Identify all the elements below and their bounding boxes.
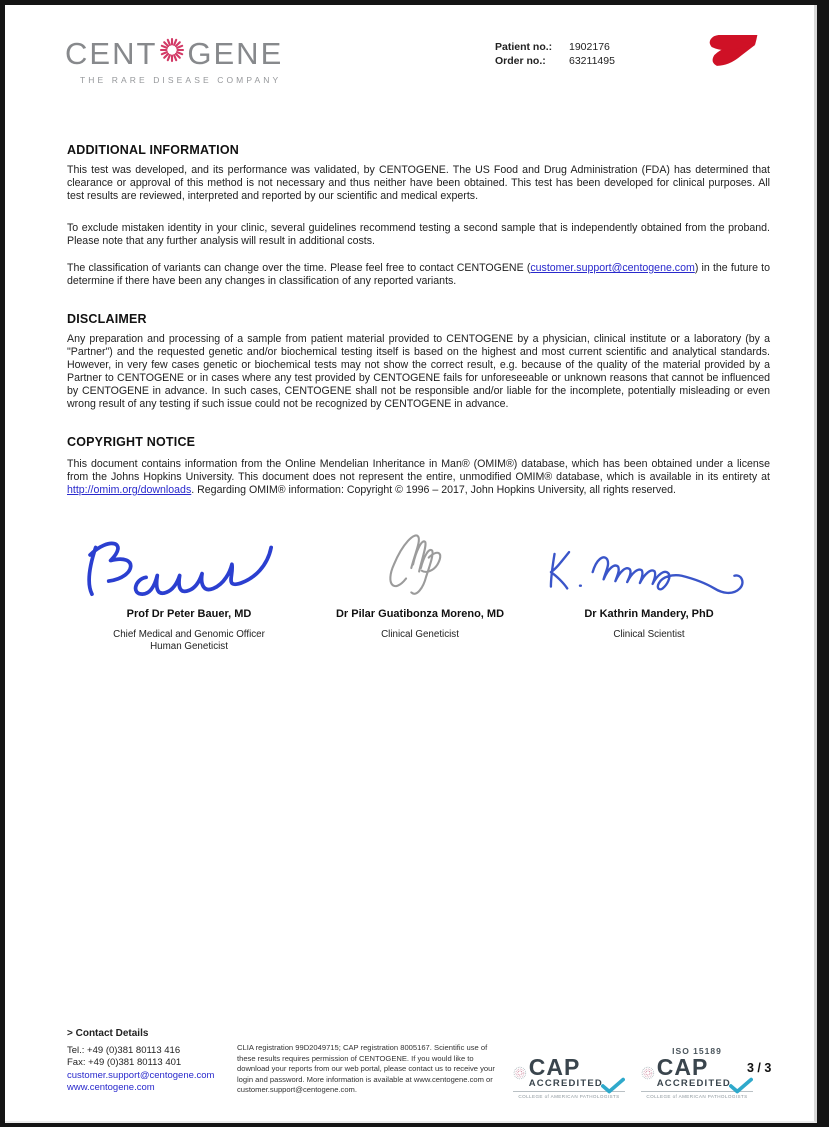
order-no-label: Order no.: [495, 55, 546, 67]
signature-image-mandery [537, 528, 761, 602]
copyright-notice-heading: COPYRIGHT NOTICE [67, 435, 196, 449]
cap-accredited-logo-2 [641, 1046, 753, 1099]
contact-email-link[interactable]: customer.support@centogene.com [67, 1069, 215, 1081]
signature-image-guatibonza [308, 528, 532, 602]
clia-registration-text: CLIA registration 99D2049715; CAP registration 8005167. Scientific use of these results requires permission of CENTOGENE. If you would like to download your reports from our web portal, please contact us to receive your login and password. More information is available at www.centogene.com or customer.support@centogene.com. [237, 1043, 495, 1094]
centogene-starburst-icon [158, 36, 186, 72]
signer-name: Prof Dr Peter Bauer, MD [126, 608, 252, 620]
additional-paragraph-1: This test was developed, and its performance was validated, by CENTOGENE. The US Food and Drug Administration (FDA) has determined that clearance or approval of this method is not necessary and thus neither have been obtained. This test has been developed for clinical purposes. All test results are reviewed, interpreted and reported by our scientific and medical experts. [67, 164, 770, 202]
logo-text-right: GENE [187, 36, 284, 71]
document-page [5, 5, 817, 1123]
additional-paragraph-2: To exclude mistaken identity in your clinic, several guidelines recommend testing a second sample that is independently obtained from the proband. Please note that any further analysis will result in additional costs. [67, 222, 770, 247]
additional-information-heading: ADDITIONAL INFORMATION [67, 143, 239, 157]
college-of-american-pathologists-label: COLLEGE of AMERICAN PATHOLOGISTS [641, 1091, 753, 1099]
signer-role: Clinical Scientist [613, 629, 685, 640]
checkmark-icon [729, 1077, 753, 1095]
disclaimer-paragraph: Any preparation and processing of a sample from patient material provided to CENTOGENE by a physician, clinical institute or a laboratory (by a "Partner") and the requested genetic and/or biochemical testing itself is based on the highest and most current scientific and analytical standards. However, in very few cases genetic or biochemical tests may not show the correct result, e.g. because of the quality of the material provided by a Partner to CENTOGENE or in cases where any test provided by CENTOGENE fails for unforeseeable or unknown reasons that cannot be influenced by CENTOGENE in advance. In such cases, CENTOGENE shall not be responsible and/or liable for the incomplete, potentially misleading or even wrong result of any testing if such issue could not be recognized by CENTOGENE in advance. [67, 333, 770, 410]
signature-block-bauer [77, 528, 301, 653]
cap-emblem-icon [513, 1060, 527, 1086]
cap-wordmark: CAP [656, 1054, 709, 1080]
order-no-value: 63211495 [569, 55, 615, 67]
copyright-paragraph [67, 458, 770, 497]
logo-tagline: THE RARE DISEASE COMPANY [79, 75, 282, 85]
paragraph-text: The classification of variants can change over the time. Please feel free to contact CENTOGENE ( [67, 262, 531, 274]
logo-text-left: CENT [65, 36, 158, 71]
patient-no-value: 1902176 [569, 41, 610, 53]
signature-image-bauer [77, 528, 301, 602]
cap-wordmark: CAP [528, 1054, 581, 1080]
contact-details-heading: > Contact Details [67, 1028, 149, 1039]
page-number: 3 / 3 [747, 1061, 772, 1075]
signer-role: Chief Medical and Genomic Officer Human Geneticist [113, 629, 265, 652]
signatures-section [5, 528, 817, 658]
contact-details-block [67, 1028, 214, 1095]
cap-emblem-icon [641, 1060, 655, 1086]
accreditation-logos [513, 1046, 753, 1099]
accredited-label: ACCREDITED [656, 1077, 731, 1089]
additional-paragraph-3 [67, 262, 770, 288]
cap-accredited-logo-1 [513, 1046, 625, 1099]
signer-name: Dr Kathrin Mandery, PhD [584, 608, 714, 620]
contact-fax: Fax: +49 (0)381 80113 401 [67, 1057, 182, 1068]
red-fan-logo-icon [693, 35, 763, 102]
paragraph-text: This document contains information from the Online Mendelian Inheritance in Man® (OMIM®) database, which has been obtained under a license from the Johns Hopkins University. This document does not represent the entire, unmodified OMIM® database, which is available in its entirety at [67, 458, 770, 483]
paragraph-text: . Regarding OMIM® information: Copyright © 1996 – 2017, John Hopkins University, all rights reserved. [191, 484, 676, 496]
support-email-link[interactable]: customer.support@centogene.com [530, 262, 695, 274]
signer-role: Clinical Geneticist [381, 629, 459, 640]
accredited-label: ACCREDITED [528, 1077, 603, 1089]
signer-name: Dr Pilar Guatibonza Moreno, MD [335, 608, 505, 620]
patient-no-label: Patient no.: [495, 41, 553, 53]
contact-website-link[interactable]: www.centogene.com [67, 1082, 155, 1093]
omim-downloads-link[interactable]: http://omim.org/downloads [67, 484, 192, 496]
signature-block-guatibonza [308, 528, 532, 641]
centogene-logo [65, 36, 283, 85]
disclaimer-heading: DISCLAIMER [67, 312, 147, 326]
signature-block-mandery [537, 528, 761, 641]
paragraph-text: ) in the future to determine if there have been any changes in classification of any reported variants. [67, 262, 770, 287]
patient-order-block [495, 40, 615, 68]
college-of-american-pathologists-label: COLLEGE of AMERICAN PATHOLOGISTS [513, 1091, 625, 1099]
checkmark-icon [601, 1077, 625, 1095]
iso-15189-label: ISO 15189 [672, 1046, 722, 1056]
contact-tel: Tel.: +49 (0)381 80113 416 [67, 1044, 181, 1056]
